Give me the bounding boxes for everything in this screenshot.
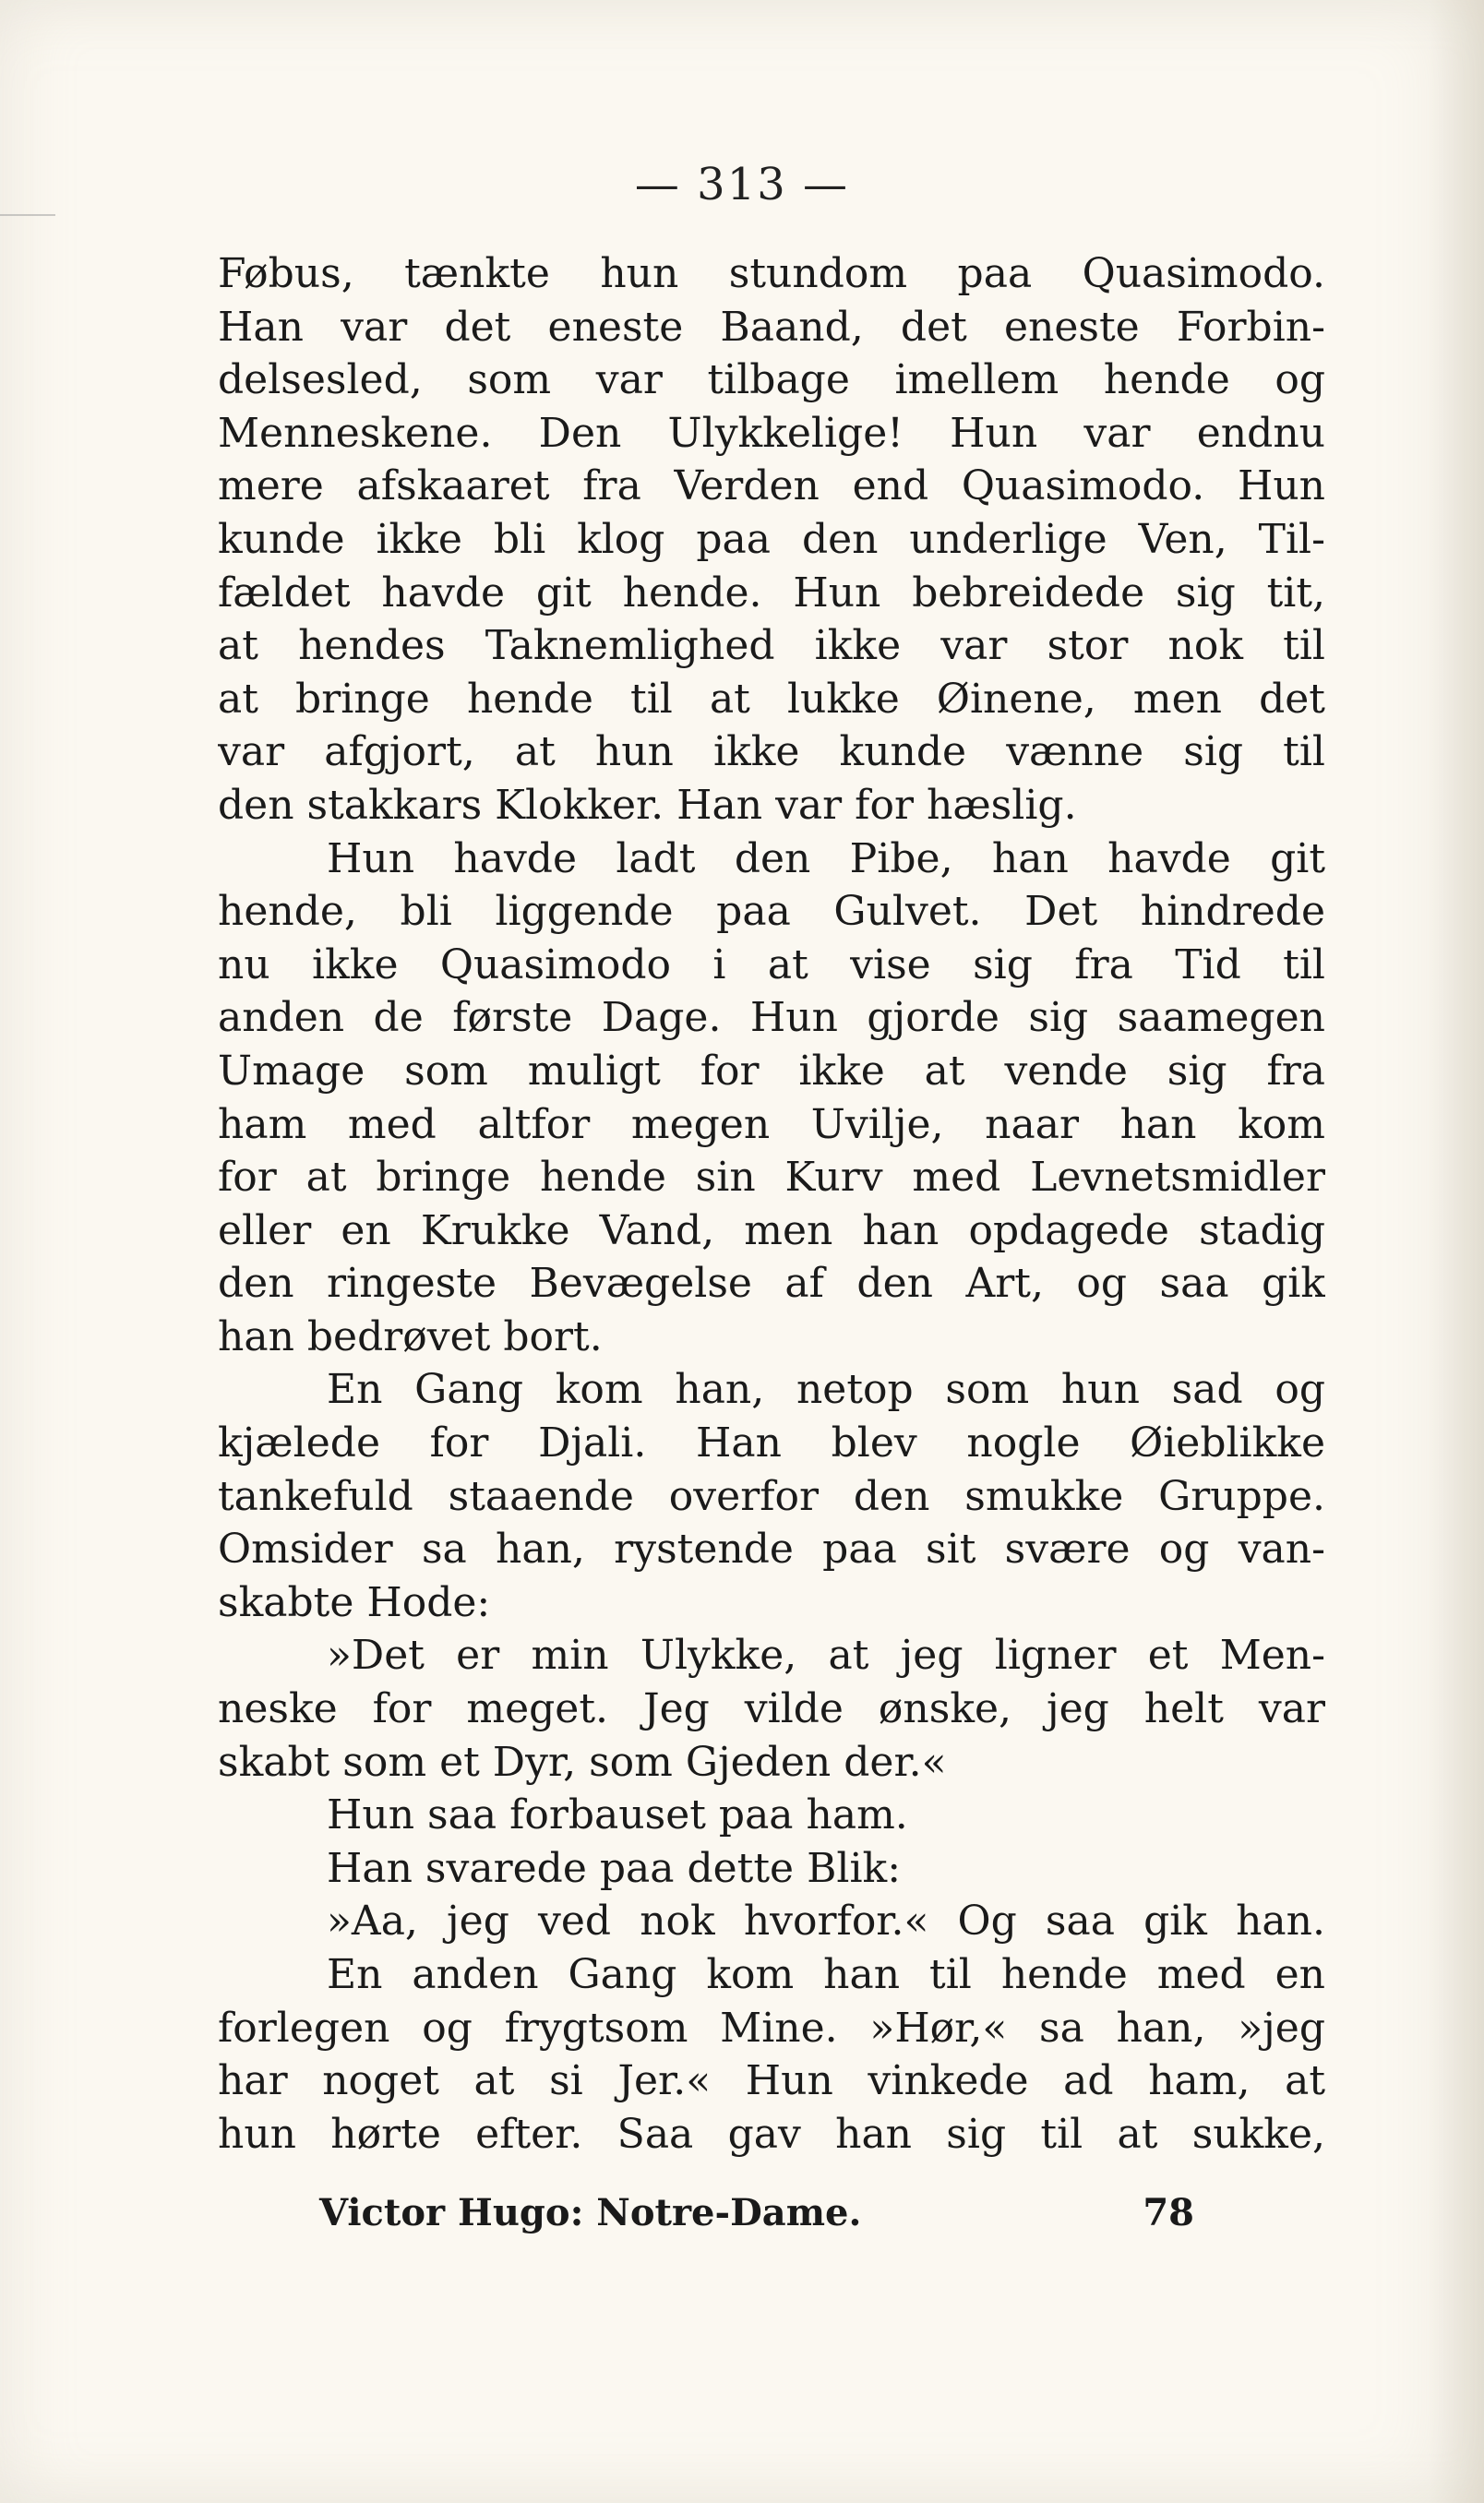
page-footer xyxy=(319,2191,1194,2243)
footer-title: Victor Hugo: Notre-Dame. xyxy=(319,2191,862,2234)
text-line: »Det er min Ulykke, at jeg ligner et Men- xyxy=(327,1632,1325,1680)
page-shadow xyxy=(1429,0,1484,2503)
text-line: skabte Hode: xyxy=(218,1578,491,1626)
text-line: var afgjort, at hun ikke kunde vænne sig til xyxy=(218,728,1325,776)
text-line: Føbus, tænkte hun stundom paa Quasimodo. xyxy=(218,250,1325,297)
text-line: En anden Gang kom han til hende med en xyxy=(327,1951,1325,1998)
text-line: skabt som et Dyr, som Gjeden der.« xyxy=(218,1738,947,1786)
text-line: eller en Krukke Vand, men han opdagede stadig xyxy=(218,1206,1325,1254)
text-line: kjælede for Djali. Han blev nogle Øieblikke xyxy=(218,1419,1325,1467)
scan-edge-mark xyxy=(0,214,55,216)
text-line: Omsider sa han, rystende paa sit svære og van- xyxy=(218,1526,1325,1574)
text-line: neske for meget. Jeg vilde ønske, jeg helt var xyxy=(218,1685,1325,1733)
text-line: nu ikke Quasimodo i at vise sig fra Tid til xyxy=(218,940,1325,988)
text-line: tankefuld staaende overfor den smukke Gruppe. xyxy=(218,1472,1325,1520)
text-line: Hun havde ladt den Pibe, han havde git xyxy=(327,834,1325,882)
text-line: mere afskaaret fra Verden end Quasimodo. Hun xyxy=(218,462,1325,510)
text-line: forlegen og frygtsom Mine. »Hør,« sa han, »jeg xyxy=(218,2004,1325,2052)
text-line: har noget at si Jer.« Hun vinkede ad ham, at xyxy=(218,2057,1325,2105)
page-number: — 313 — xyxy=(634,159,850,210)
text-line: ham med altfor megen Uvilje, naar han kom xyxy=(218,1100,1325,1148)
text-line: Han svarede paa dette Blik: xyxy=(327,1844,902,1892)
text-line: Menneskene. Den Ulykkelige! Hun var endnu xyxy=(218,409,1325,457)
text-line: »Aa, jeg ved nok hvorfor.« Og saa gik han. xyxy=(327,1898,1325,1946)
text-line: Han var det eneste Baand, det eneste Forbin- xyxy=(218,303,1325,351)
text-line: Umage som muligt for ikke at vende sig fra xyxy=(218,1047,1325,1095)
text-line: den stakkars Klokker. Han var for hæslig. xyxy=(218,781,1077,829)
text-line: at bringe hende til at lukke Øinene, men det xyxy=(218,675,1325,723)
text-line: Hun saa forbauset paa ham. xyxy=(327,1791,908,1839)
text-line: den ringeste Bevægelse af den Art, og saa gik xyxy=(218,1260,1325,1308)
text-line: at hendes Taknemlighed ikke var stor nok til xyxy=(218,622,1325,670)
text-line: hun hørte efter. Saa gav han sig til at sukke, xyxy=(218,2110,1325,2158)
text-line: for at bringe hende sin Kurv med Levnetsmidler xyxy=(218,1154,1325,1202)
text-line: anden de første Dage. Hun gjorde sig saamegen xyxy=(218,994,1325,1042)
text-line: kunde ikke bli klog paa den underlige Ven, Til- xyxy=(218,515,1325,563)
text-line: han bedrøvet bort. xyxy=(218,1312,603,1360)
text-line: fældet havde git hende. Hun bebreidede sig tit, xyxy=(218,569,1325,617)
text-line: delsesled, som var tilbage imellem hende og xyxy=(218,356,1325,404)
body-text xyxy=(218,247,1325,2161)
text-line: hende, bli liggende paa Gulvet. Det hindrede xyxy=(218,888,1325,936)
text-line: En Gang kom han, netop som hun sad og xyxy=(327,1366,1325,1414)
footer-signature: 78 xyxy=(1143,2191,1194,2234)
